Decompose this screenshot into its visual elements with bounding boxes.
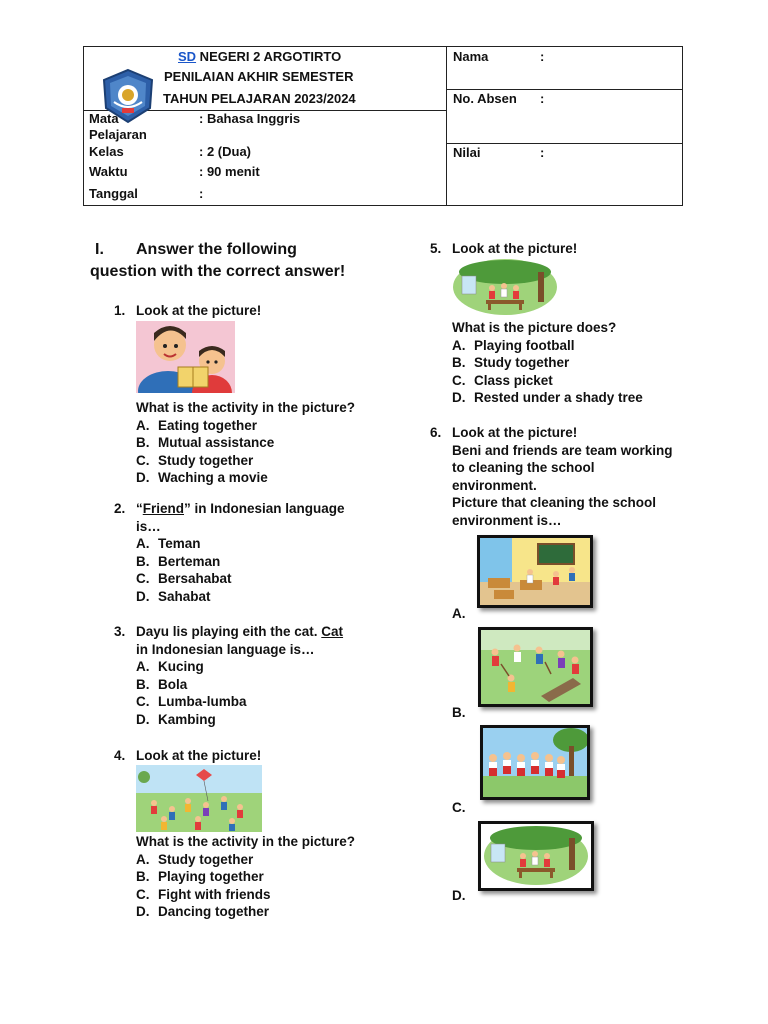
option-c[interactable]	[136, 452, 355, 470]
option-text: Study together	[158, 851, 254, 867]
question-line: to cleaning the school	[452, 460, 595, 476]
option-text: Study together	[158, 452, 254, 468]
option-b[interactable]	[452, 354, 643, 372]
option-letter: A.	[136, 659, 150, 675]
school-prefix-link[interactable]: SD	[178, 49, 197, 64]
name-label: Nama	[453, 49, 489, 64]
subject-value: : Bahasa Inggris	[199, 111, 301, 126]
option-letter: D.	[452, 390, 466, 406]
quote-open: “	[136, 501, 143, 516]
option-c[interactable]: C.	[452, 800, 466, 815]
subject-label-line2: Pelajaran	[89, 127, 147, 142]
class-value: : 2 (Dua)	[199, 144, 251, 159]
option-letter: A.	[136, 417, 150, 433]
option-a[interactable]	[136, 658, 343, 676]
option-letter: D.	[136, 904, 150, 920]
section-title-line2: question with the correct answer!	[90, 263, 346, 280]
option-d[interactable]: D.	[452, 888, 466, 903]
question-line: environment is…	[452, 512, 562, 528]
header-rule-name	[446, 89, 682, 90]
option-letter: B.	[136, 869, 150, 885]
header-rule-absen	[446, 143, 682, 144]
question-number: 2.	[114, 501, 126, 516]
option-text: Waching a movie	[158, 470, 268, 486]
option-letter: B.	[452, 355, 466, 371]
question-text-line1	[136, 500, 345, 518]
academic-year: TAHUN PELAJARAN 2023/2024	[163, 91, 356, 106]
subject-label-line1: Mata	[89, 111, 119, 126]
option-c[interactable]	[136, 693, 343, 711]
question-line: Look at the picture!	[452, 425, 578, 440]
option-text: Study together	[474, 355, 570, 371]
option-text: Kambing	[158, 711, 216, 727]
underlined-word: Friend	[142, 501, 185, 516]
picture-rest-under-tree	[452, 258, 558, 316]
option-letter: C.	[136, 694, 150, 710]
section-title-line1: Answer the following	[136, 241, 297, 258]
question-number: 4.	[114, 748, 126, 763]
option-letter: B.	[136, 435, 150, 451]
option-a[interactable]	[452, 337, 643, 355]
name-colon: :	[540, 49, 545, 64]
option-letter: D.	[136, 470, 150, 486]
school-name-rest: NEGERI 2 ARGOTIRTO	[196, 49, 342, 64]
option-text: Sahabat	[158, 588, 211, 604]
date-label: Tanggal	[89, 186, 138, 201]
question-prompt: Look at the picture!	[452, 241, 578, 256]
option-a[interactable]	[136, 535, 345, 553]
question-line: environment.	[452, 477, 537, 493]
picture-option-d-resting[interactable]	[478, 821, 594, 891]
question-text-line2: in Indonesian language is…	[136, 641, 315, 657]
picture-option-b-cleaning[interactable]	[478, 627, 593, 707]
question-line: Beni and friends are team working	[452, 442, 673, 458]
question-text-line1	[136, 623, 343, 641]
option-text: Teman	[158, 536, 201, 552]
option-b[interactable]	[136, 676, 343, 694]
option-d[interactable]	[136, 903, 355, 921]
question-number: 1.	[114, 303, 126, 318]
option-b[interactable]: B.	[452, 705, 466, 720]
option-letter: B.	[136, 553, 150, 569]
option-letter: A.	[136, 536, 150, 552]
question-line: Picture that cleaning the school	[452, 495, 657, 511]
question-text-rest: ” in Indonesian language	[184, 501, 345, 516]
score-colon: :	[540, 145, 545, 160]
option-b[interactable]	[136, 434, 355, 452]
score-label: Nilai	[453, 145, 481, 160]
option-b[interactable]	[136, 868, 355, 886]
option-d[interactable]	[452, 389, 643, 407]
option-letter: D.	[136, 711, 150, 727]
option-text: Lumba-lumba	[158, 694, 247, 710]
option-b[interactable]	[136, 553, 345, 571]
option-c[interactable]	[452, 372, 643, 390]
exam-title: PENILAIAN AKHIR SEMESTER	[164, 69, 354, 84]
option-letter: C.	[136, 452, 150, 468]
option-letter: C.	[136, 886, 150, 902]
absen-colon: :	[540, 91, 545, 106]
question-text: What is the picture does?	[452, 320, 617, 335]
option-text: Bola	[158, 676, 188, 692]
option-d[interactable]	[136, 469, 355, 487]
question-text: What is the activity in the picture?	[136, 400, 356, 415]
option-text: Berteman	[158, 553, 221, 569]
option-a[interactable]	[136, 851, 355, 869]
question-2	[114, 500, 414, 610]
option-text: Playing football	[474, 337, 575, 353]
question-text-pre: Dayu lis playing eith the cat.	[136, 624, 322, 639]
picture-kids-playing	[136, 765, 262, 832]
option-d[interactable]	[136, 711, 343, 729]
option-text: Mutual assistance	[158, 435, 275, 451]
option-text: Dancing together	[158, 904, 270, 920]
option-letter: B.	[136, 676, 150, 692]
option-text: Eating together	[158, 417, 258, 433]
question-number: 5.	[430, 241, 442, 256]
option-d[interactable]	[136, 588, 345, 606]
option-letter: A.	[136, 851, 150, 867]
question-prompt: Look at the picture!	[136, 748, 262, 763]
section-numeral: I.	[95, 241, 104, 258]
absen-label: No. Absen	[453, 91, 517, 106]
option-text: Fight with friends	[158, 886, 271, 902]
option-letter: C.	[452, 372, 466, 388]
time-label: Waktu	[89, 164, 128, 179]
date-value: :	[199, 186, 204, 201]
question-text: What is the activity in the picture?	[136, 834, 356, 849]
option-letter: C.	[136, 571, 150, 587]
question-prompt: Look at the picture!	[136, 303, 262, 318]
question-3	[114, 623, 414, 733]
class-label: Kelas	[89, 144, 124, 159]
option-a[interactable]: A.	[452, 606, 466, 621]
option-c[interactable]	[136, 886, 355, 904]
option-text: Playing together	[158, 869, 264, 885]
school-name	[178, 49, 341, 65]
option-a[interactable]	[136, 417, 355, 435]
picture-option-c-group[interactable]	[480, 725, 590, 800]
picture-kids-reading	[136, 321, 235, 393]
time-value: : 90 menit	[199, 164, 260, 179]
underlined-word: Cat	[321, 624, 344, 639]
header-divider	[446, 47, 447, 205]
question-number: 3.	[114, 624, 126, 639]
question-number: 6.	[430, 425, 442, 440]
option-c[interactable]	[136, 570, 345, 588]
option-text: Rested under a shady tree	[474, 390, 643, 406]
option-letter: D.	[136, 588, 150, 604]
option-letter: A.	[452, 337, 466, 353]
picture-option-a-classroom[interactable]	[477, 535, 593, 608]
question-text-line2: is…	[136, 518, 161, 534]
option-text: Class picket	[474, 372, 553, 388]
option-text: Bersahabat	[158, 571, 232, 587]
option-text: Kucing	[158, 659, 204, 675]
